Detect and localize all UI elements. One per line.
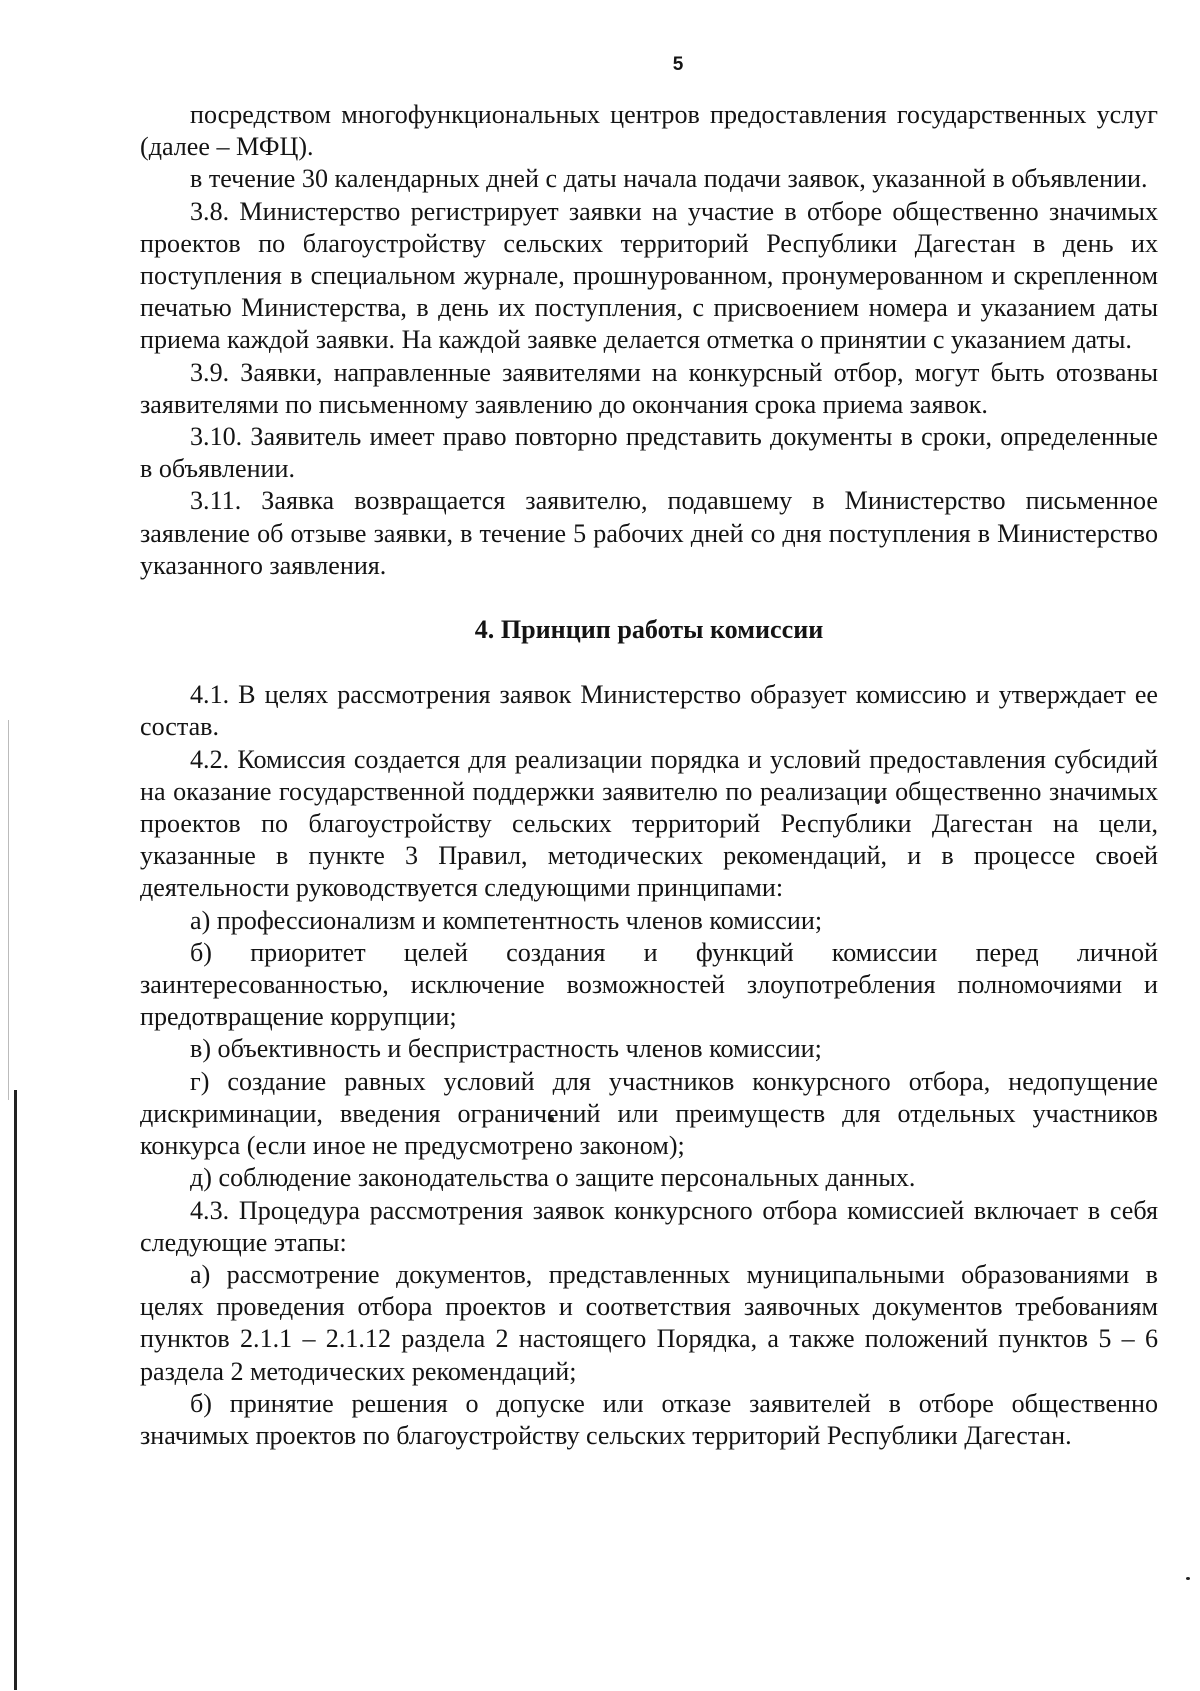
paragraph: посредством многофункциональных центров предоставления государственных услуг (далее – МФЦ). [140, 100, 1158, 162]
scan-speck [1186, 1577, 1190, 1580]
paragraph: 3.8. Министерство регистрирует заявки на участие в отборе общественно значимых проектов по благоустройству сельских территорий Республики Дагестан в день их поступления в специальном журнале, прошнурованном, пронумерованном и скрепленном печатью Министерства, в день их поступления, с присвоением номера и указанием даты приема каждой заявки. На каждой заявке делается отметка о принятии с указанием даты. [140, 196, 1158, 355]
paragraph: в течение 30 календарных дней с даты начала подачи заявок, указанной в объявлении. [190, 164, 1148, 194]
paragraph: 3.9. Заявки, направленные заявителями на конкурсный отбор, могут быть отозваны заявителями по письменному заявлению до окончания срока приема заявок. [140, 357, 1158, 419]
scan-binding-edge [14, 1090, 17, 1690]
paragraph: 3.10. Заявитель имеет право повторно представить документы в сроки, определенные в объявлении. [140, 422, 1158, 484]
list-item: б) приоритет целей создания и функций комиссии перед личной заинтересованностью, исключение возможностей злоупотребления полномочиями и предотвращение коррупции; [140, 937, 1158, 1032]
section-heading: 4. Принцип работы комиссии [474, 615, 824, 645]
scan-edge-line [8, 720, 9, 1100]
list-item: в) объективность и беспристрастность членов комиссии; [190, 1034, 822, 1064]
page-number: 5 [672, 54, 684, 75]
list-item: г) создание равных условий для участников конкурсного отбора, недопущение дискриминации, введения ограничений или преимуществ для отдельных участников конкурса (если иное не предусмотрено законом); [140, 1066, 1158, 1161]
paragraph: 4.2. Комиссия создается для реализации порядка и условий предоставления субсидий на оказание государственной поддержки заявителю по реализации общественно значимых проектов по благоустройству сельских территорий Республики Дагестан на цели, указанные в пункте 3 Правил, методических рекомендаций, и в процессе своей деятельности руководствуется следующими принципами: [140, 744, 1158, 903]
list-item: д) соблюдение законодательства о защите персональных данных. [190, 1163, 916, 1193]
paragraph: 3.11. Заявка возвращается заявителю, подавшему в Министерство письменное заявление об отзыве заявки, в течение 5 рабочих дней со дня поступления в Министерство указанного заявления. [140, 486, 1158, 580]
list-item: а) профессионализм и компетентность членов комиссии; [190, 905, 823, 935]
list-item: б) принятие решения о допуске или отказе заявителей в отборе общественно значимых проектов по благоустройству сельских территорий Республики Дагестан. [140, 1388, 1158, 1450]
paragraph: 4.1. В целях рассмотрения заявок Министерство образует комиссию и утверждает ее состав. [140, 680, 1158, 742]
list-item: а) рассмотрение документов, представленных муниципальными образованиями в целях проведения отбора проектов и соответствия заявочных документов требованиям пунктов 2.1.1 – 2.1.12 раздела 2 настоящего Порядка, а также положений пунктов 5 – 6 раздела 2 методических рекомендаций; [140, 1259, 1158, 1386]
paragraph: 4.3. Процедура рассмотрения заявок конкурсного отбора комиссией включает в себя следующие этапы: [140, 1195, 1158, 1257]
document-body [140, 99, 1158, 1452]
